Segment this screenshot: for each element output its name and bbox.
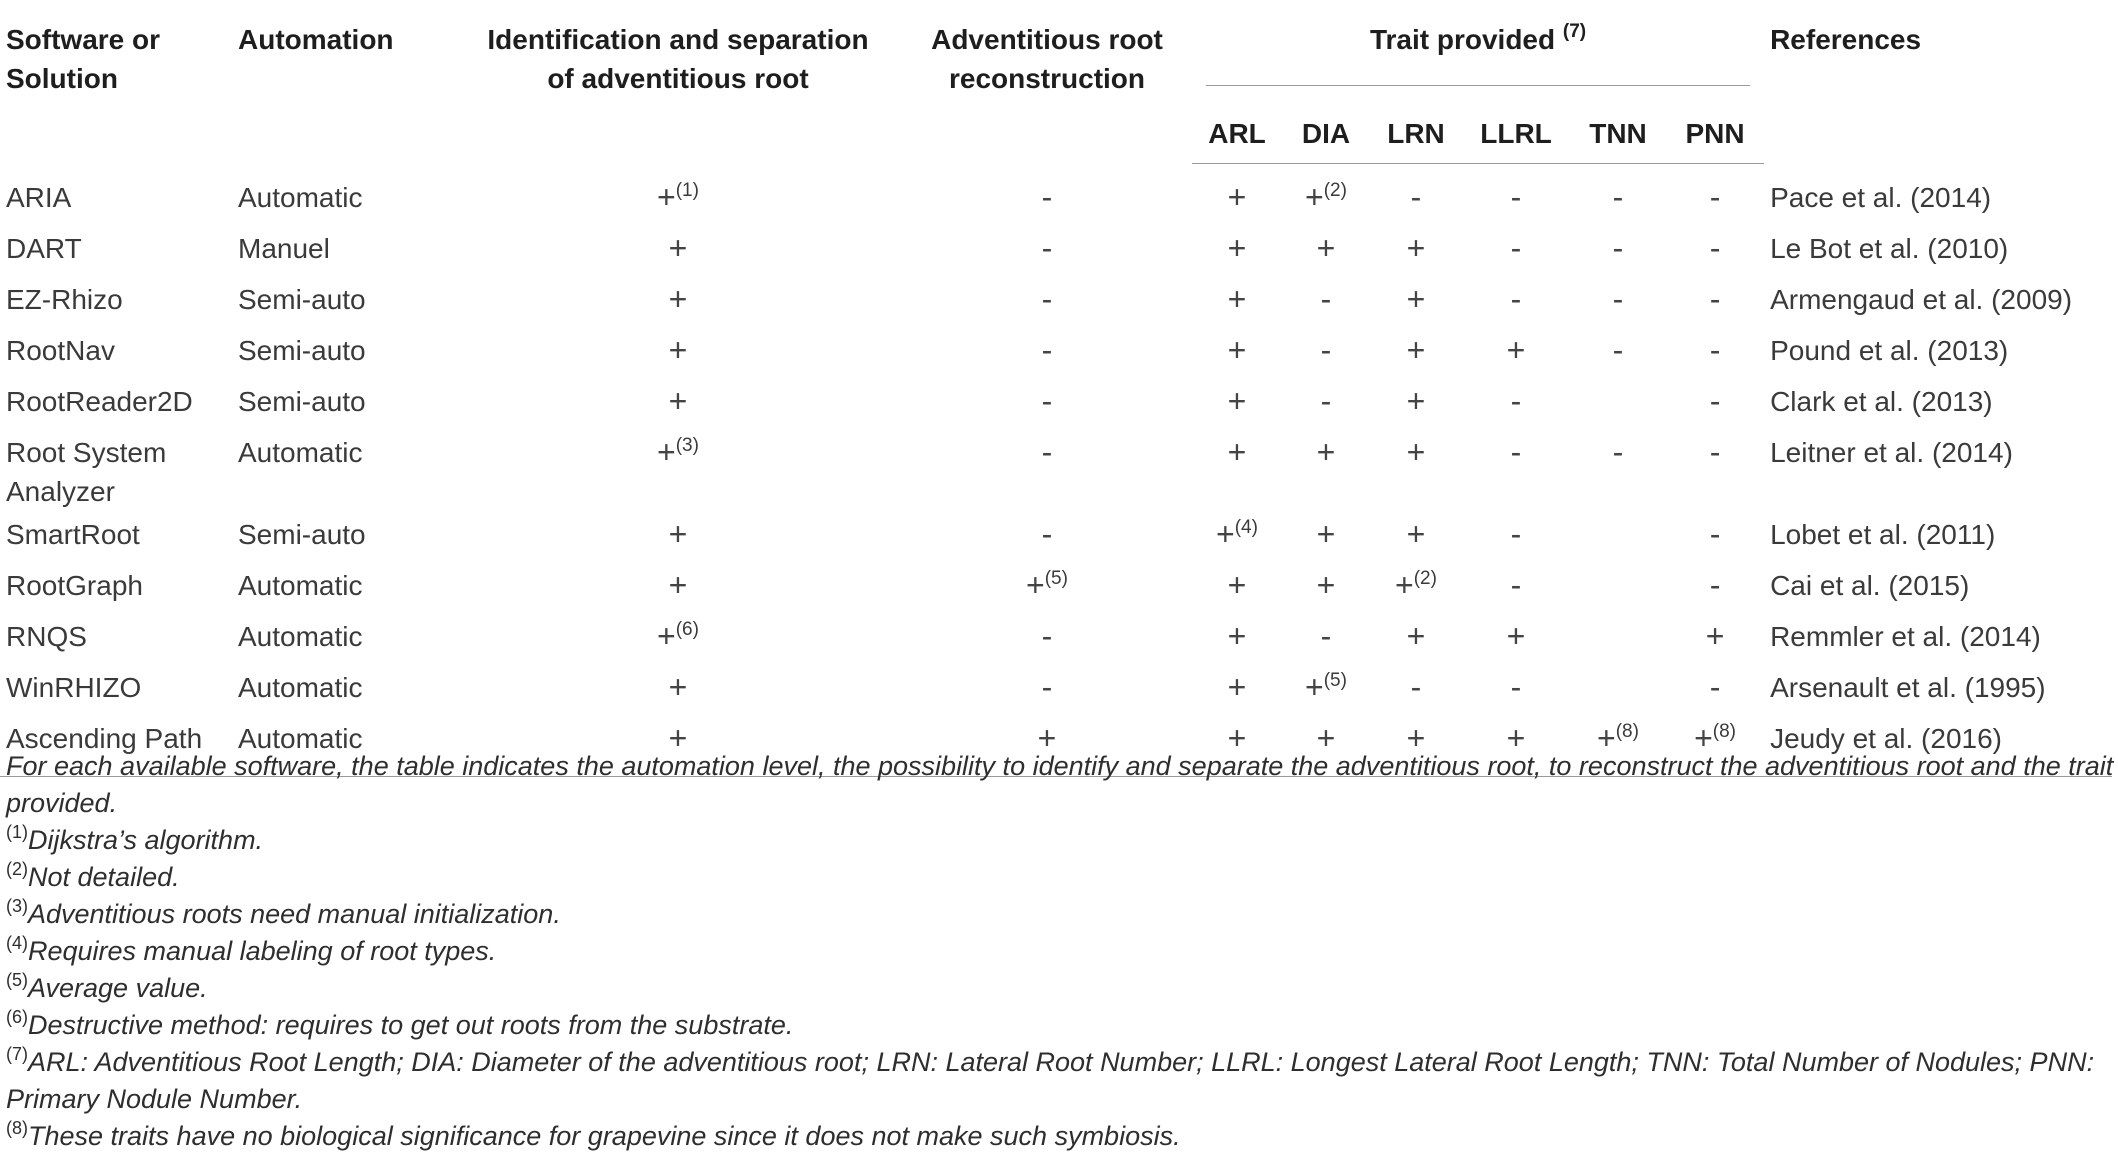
cell-software <box>0 225 232 276</box>
cell-trait-lrn <box>1370 378 1462 429</box>
trait-arl-value: + <box>1227 618 1247 654</box>
cell-reference: Lobet et al. (2011) <box>1770 519 1996 550</box>
identification-value: + <box>668 669 688 705</box>
footnote <box>6 970 2114 1007</box>
footnote-text: Adventitious roots need manual initialization. <box>28 899 561 929</box>
cell-automation: Automatic <box>238 621 363 652</box>
trait-llrl-value: - <box>1510 230 1522 266</box>
cell-automation: Semi-auto <box>238 386 366 417</box>
cell-trait-lrn <box>1370 276 1462 327</box>
cell-trait-dia <box>1282 613 1370 664</box>
cell-automation: Automatic <box>232 715 454 777</box>
cell-software <box>0 164 232 226</box>
software-name: DART <box>6 233 82 264</box>
identification-value: + <box>668 383 688 419</box>
header-trait-group-footnote: (7) <box>1562 21 1587 42</box>
cell-trait-dia <box>1282 276 1370 327</box>
cell-automation: Automatic <box>238 437 363 468</box>
table-row <box>0 562 2112 613</box>
identification-value: + <box>657 178 676 215</box>
header-identification-line1: Identification and separation <box>487 24 869 55</box>
cell-automation: Semi-auto <box>238 284 366 315</box>
cell-automation: Automatic <box>238 570 363 601</box>
header-trait-lrn: LRN <box>1370 86 1462 164</box>
trait-dia-value: - <box>1320 383 1332 419</box>
trait-tnn-value: - <box>1612 281 1624 317</box>
table-caption: For each available software, the table indicates the automation level, the possibility to identify and separate the adventitious root, to reconstruct the adventitious root and the trait provided. <box>6 751 2114 818</box>
software-name: EZ-Rhizo <box>6 284 123 315</box>
footnote-text: These traits have no biological significance for grapevine since it does not make such symbiosis. <box>28 1121 1181 1151</box>
cell-reference: Cai et al. (2015) <box>1770 570 1970 601</box>
header-trait-arl: ARL <box>1192 86 1282 164</box>
trait-llrl-value: - <box>1510 669 1522 705</box>
reconstruction-value: - <box>1041 669 1053 705</box>
footnote <box>6 822 2114 859</box>
header-trait-group-label: Trait provided <box>1369 24 1556 55</box>
cell-reconstruction <box>902 378 1192 429</box>
footnote-mark: (5) <box>6 970 28 990</box>
trait-arl-value: + <box>1227 720 1247 756</box>
cell-trait-lrn <box>1370 511 1462 562</box>
cell-trait-dia <box>1282 378 1370 429</box>
cell-trait-tnn <box>1570 429 1666 511</box>
cell-trait-dia <box>1282 225 1370 276</box>
cell-reconstruction <box>902 511 1192 562</box>
trait-dia-value: - <box>1320 618 1332 654</box>
trait-dia-value: + <box>1316 720 1336 756</box>
trait-dia-value: - <box>1320 281 1332 317</box>
trait-arl-value: + <box>1227 281 1247 317</box>
trait-arl-value: + <box>1227 567 1247 603</box>
cell-trait-dia <box>1282 562 1370 613</box>
trait-dia-footnote: (5) <box>1323 670 1347 691</box>
trait-arl-value: + <box>1227 230 1247 266</box>
cell-trait-lrn <box>1370 429 1462 511</box>
footnote-mark: (3) <box>6 896 28 916</box>
trait-lrn-footnote: (2) <box>1413 568 1437 589</box>
cell-reference: Pound et al. (2013) <box>1770 335 2009 366</box>
cell-identification <box>454 511 902 562</box>
trait-pnn-value: - <box>1709 332 1721 368</box>
cell-software <box>0 429 232 511</box>
identification-footnote: (6) <box>675 619 699 640</box>
identification-value: + <box>668 720 688 756</box>
cell-trait-pnn <box>1666 378 1764 429</box>
trait-tnn-value: - <box>1612 179 1624 215</box>
cell-trait-tnn <box>1570 664 1666 715</box>
trait-tnn-value: - <box>1612 434 1624 470</box>
cell-reconstruction <box>902 225 1192 276</box>
table-row <box>0 664 2112 715</box>
header-trait-dia: DIA <box>1282 86 1370 164</box>
table-row <box>0 327 2112 378</box>
reconstruction-value: + <box>1037 720 1057 756</box>
identification-value: + <box>668 281 688 317</box>
reconstruction-value: + <box>1026 567 1045 603</box>
cell-trait-lrn <box>1370 562 1462 613</box>
footnote-mark: (6) <box>6 1007 28 1027</box>
cell-software <box>0 378 232 429</box>
cell-trait-dia <box>1282 164 1370 226</box>
trait-pnn-value: - <box>1709 516 1721 552</box>
software-name: RNQS <box>6 621 87 652</box>
cell-trait-tnn <box>1570 327 1666 378</box>
trait-lrn-value: - <box>1410 179 1422 215</box>
cell-trait-arl <box>1192 562 1282 613</box>
trait-lrn-value: + <box>1406 383 1426 419</box>
cell-reference: Armengaud et al. (2009) <box>1770 284 2073 315</box>
trait-lrn-value: + <box>1395 567 1414 603</box>
trait-dia-footnote: (2) <box>1323 180 1347 201</box>
software-name: RootReader2D <box>6 386 193 417</box>
cell-trait-arl <box>1192 164 1282 226</box>
cell-identification <box>454 225 902 276</box>
cell-trait-lrn <box>1370 664 1462 715</box>
reconstruction-value: - <box>1041 383 1053 419</box>
cell-trait-dia <box>1282 327 1370 378</box>
header-reconstruction-line1: Adventitious root <box>931 24 1163 55</box>
software-name: ARIA <box>6 181 72 213</box>
reconstruction-value: - <box>1041 230 1053 266</box>
trait-arl-value: + <box>1227 179 1247 215</box>
cell-reference: Leitner et al. (2014) <box>1770 437 2013 468</box>
cell-automation: Automatic <box>238 672 363 703</box>
footnote <box>6 1007 2114 1044</box>
cell-trait-llrl <box>1462 664 1570 715</box>
reconstruction-value: - <box>1041 434 1053 470</box>
cell-trait-llrl <box>1462 429 1570 511</box>
cell-trait-arl <box>1192 378 1282 429</box>
table-row <box>0 276 2112 327</box>
header-software-line2: Solution <box>6 63 118 94</box>
trait-dia-value: + <box>1305 669 1324 705</box>
identification-value: + <box>657 434 676 470</box>
cell-trait-llrl <box>1462 276 1570 327</box>
identification-value: + <box>657 618 676 654</box>
cell-automation: Automatic <box>238 181 363 213</box>
table-body <box>0 164 2112 777</box>
footnote <box>6 1044 2114 1118</box>
header-trait-tnn: TNN <box>1570 86 1666 164</box>
cell-trait-llrl <box>1462 327 1570 378</box>
cell-trait-pnn <box>1666 225 1764 276</box>
cell-trait-pnn <box>1666 276 1764 327</box>
cell-identification <box>454 562 902 613</box>
cell-reference: Le Bot et al. (2010) <box>1770 233 2009 264</box>
trait-llrl-value: + <box>1506 332 1526 368</box>
cell-trait-arl <box>1192 613 1282 664</box>
trait-dia-value: + <box>1316 230 1336 266</box>
cell-trait-lrn <box>1370 613 1462 664</box>
trait-llrl-value: - <box>1510 383 1522 419</box>
trait-lrn-value: + <box>1406 434 1426 470</box>
cell-software <box>0 562 232 613</box>
cell-trait-pnn <box>1666 327 1764 378</box>
header-trait-group <box>1192 8 1764 86</box>
table-row <box>0 225 2112 276</box>
trait-pnn-value: - <box>1709 383 1721 419</box>
reconstruction-footnote: (5) <box>1044 568 1068 589</box>
trait-dia-value: + <box>1316 516 1336 552</box>
cell-trait-arl <box>1192 429 1282 511</box>
cell-trait-llrl <box>1462 225 1570 276</box>
cell-software <box>0 664 232 715</box>
cell-trait-pnn <box>1666 429 1764 511</box>
identification-value: + <box>668 230 688 266</box>
cell-trait-tnn <box>1570 613 1666 664</box>
cell-trait-tnn <box>1570 225 1666 276</box>
cell-reference: Remmler et al. (2014) <box>1770 621 2041 652</box>
footnote <box>6 1118 2114 1155</box>
cell-software <box>0 276 232 327</box>
cell-trait-lrn <box>1370 164 1462 226</box>
software-name: RootGraph <box>6 570 143 601</box>
reconstruction-value: - <box>1041 516 1053 552</box>
cell-identification <box>454 429 902 511</box>
footnote-text: Destructive method: requires to get out roots from the substrate. <box>28 1010 794 1040</box>
trait-pnn-footnote: (8) <box>1712 721 1736 742</box>
header-software-line1: Software or <box>6 24 161 55</box>
trait-tnn-value: - <box>1612 230 1624 266</box>
reconstruction-value: - <box>1041 281 1053 317</box>
cell-trait-tnn <box>1570 562 1666 613</box>
footnote-mark: (7) <box>6 1044 28 1064</box>
cell-automation: Semi-auto <box>238 335 366 366</box>
cell-trait-lrn <box>1370 327 1462 378</box>
cell-trait-llrl <box>1462 562 1570 613</box>
header-trait-llrl: LLRL <box>1462 86 1570 164</box>
cell-trait-pnn <box>1666 164 1764 226</box>
cell-trait-lrn <box>1370 225 1462 276</box>
trait-pnn-value: - <box>1709 669 1721 705</box>
trait-lrn-value: + <box>1406 516 1426 552</box>
software-name: Root System <box>6 437 167 468</box>
cell-trait-llrl <box>1462 613 1570 664</box>
trait-pnn-value: - <box>1709 434 1721 470</box>
cell-reconstruction <box>902 429 1192 511</box>
cell-trait-dia <box>1282 511 1370 562</box>
reconstruction-value: - <box>1041 178 1053 215</box>
trait-dia-value: + <box>1316 434 1336 470</box>
header-reconstruction-line2: reconstruction <box>948 63 1146 94</box>
cell-trait-arl <box>1192 664 1282 715</box>
cell-trait-llrl <box>1462 378 1570 429</box>
cell-identification <box>454 327 902 378</box>
trait-lrn-value: + <box>1406 618 1426 654</box>
cell-trait-arl <box>1192 511 1282 562</box>
trait-group-underline <box>1206 85 1750 86</box>
header-row <box>0 8 2112 86</box>
cell-trait-llrl <box>1462 511 1570 562</box>
trait-tnn-value: + <box>1597 720 1616 756</box>
footnote-mark: (1) <box>6 822 28 842</box>
reconstruction-value: - <box>1041 332 1053 368</box>
cell-trait-tnn <box>1570 276 1666 327</box>
footnote <box>6 933 2114 970</box>
table-row <box>0 429 2112 511</box>
cell-reference: Pace et al. (2014) <box>1770 181 1992 213</box>
trait-pnn-value: + <box>1694 720 1713 756</box>
footnote-text: Requires manual labeling of root types. <box>28 936 497 966</box>
cell-automation: Semi-auto <box>238 519 366 550</box>
identification-value: + <box>668 332 688 368</box>
footnote <box>6 859 2114 896</box>
cell-reconstruction <box>902 664 1192 715</box>
cell-trait-arl <box>1192 225 1282 276</box>
trait-tnn-footnote: (8) <box>1615 721 1639 742</box>
footnote-text: Average value. <box>28 973 208 1003</box>
software-name: WinRHIZO <box>6 672 142 703</box>
cell-software <box>0 511 232 562</box>
cell-trait-tnn <box>1570 511 1666 562</box>
header-identification <box>454 8 902 164</box>
table-row <box>0 164 2112 226</box>
trait-lrn-value: + <box>1406 281 1426 317</box>
trait-llrl-value: + <box>1506 618 1526 654</box>
cell-trait-arl <box>1192 276 1282 327</box>
table-row <box>0 378 2112 429</box>
trait-arl-value: + <box>1227 434 1247 470</box>
software-name-line2: Analyzer <box>6 476 115 507</box>
software-name: RootNav <box>6 335 115 366</box>
identification-value: + <box>668 516 688 552</box>
trait-llrl-value: - <box>1510 281 1522 317</box>
trait-pnn-value: - <box>1709 230 1721 266</box>
cell-software <box>0 613 232 664</box>
header-automation: Automation <box>238 24 394 55</box>
trait-arl-value: + <box>1227 383 1247 419</box>
cell-automation: Manuel <box>238 233 330 264</box>
identification-footnote: (3) <box>675 435 699 456</box>
footnote-mark: (2) <box>6 859 28 879</box>
footnote-text: ARL: Adventitious Root Length; DIA: Diameter of the adventitious root; LRN: Lateral Root Number; LLRL: Longest Lateral Root Length; TNN: Total Number of Nodules; PNN: Primary Nodule Number. <box>6 1047 2095 1114</box>
trait-pnn-value: - <box>1709 281 1721 317</box>
cell-trait-pnn <box>1666 664 1764 715</box>
header-trait-pnn: PNN <box>1666 86 1764 164</box>
table-row <box>0 511 2112 562</box>
trait-tnn-value: - <box>1612 332 1624 368</box>
trait-llrl-value: - <box>1510 567 1522 603</box>
cell-trait-llrl <box>1462 164 1570 226</box>
footnote <box>6 896 2114 933</box>
cell-identification <box>454 276 902 327</box>
software-name: Ascending Path <box>6 723 203 754</box>
cell-reference: Arsenault et al. (1995) <box>1770 672 2046 703</box>
cell-reference: Jeudy et al. (2016) <box>1764 715 2112 777</box>
trait-llrl-value: + <box>1506 720 1526 756</box>
cell-software <box>0 327 232 378</box>
header-software <box>0 8 232 164</box>
footnote-mark: (8) <box>6 1118 28 1138</box>
trait-arl-value: + <box>1227 669 1247 705</box>
cell-reconstruction <box>902 276 1192 327</box>
cell-reconstruction <box>902 327 1192 378</box>
trait-arl-footnote: (4) <box>1234 517 1258 538</box>
trait-pnn-value: - <box>1709 179 1721 215</box>
trait-dia-value: + <box>1316 567 1336 603</box>
cell-trait-dia <box>1282 429 1370 511</box>
cell-reconstruction <box>902 613 1192 664</box>
software-comparison-table <box>0 8 2112 777</box>
trait-lrn-value: + <box>1406 332 1426 368</box>
trait-arl-value: + <box>1227 332 1247 368</box>
footnote-text: Dijkstra’s algorithm. <box>28 825 264 855</box>
header-identification-line2: of adventitious root <box>547 63 809 94</box>
header-references: References <box>1770 24 1922 55</box>
trait-lrn-value: + <box>1406 230 1426 266</box>
trait-llrl-value: - <box>1510 179 1522 215</box>
cell-identification <box>454 613 902 664</box>
table-notes <box>6 748 2114 1155</box>
cell-identification <box>454 164 902 226</box>
software-name: SmartRoot <box>6 519 140 550</box>
cell-identification <box>454 664 902 715</box>
reconstruction-value: - <box>1041 618 1053 654</box>
cell-trait-arl <box>1192 327 1282 378</box>
trait-lrn-value: - <box>1410 669 1422 705</box>
cell-trait-pnn <box>1666 613 1764 664</box>
cell-trait-pnn <box>1666 562 1764 613</box>
trait-pnn-value: - <box>1709 567 1721 603</box>
trait-dia-value: - <box>1320 332 1332 368</box>
trait-arl-value: + <box>1216 516 1235 552</box>
cell-trait-tnn <box>1570 378 1666 429</box>
cell-reconstruction <box>902 164 1192 226</box>
trait-llrl-value: - <box>1510 434 1522 470</box>
trait-dia-value: + <box>1305 179 1324 215</box>
trait-llrl-value: - <box>1510 516 1522 552</box>
identification-value: + <box>668 567 688 603</box>
footnote-mark: (4) <box>6 933 28 953</box>
table-row <box>0 613 2112 664</box>
cell-identification <box>454 378 902 429</box>
cell-reference: Clark et al. (2013) <box>1770 386 1993 417</box>
trait-pnn-value: + <box>1705 618 1725 654</box>
identification-footnote: (1) <box>675 179 699 201</box>
cell-trait-pnn <box>1666 511 1764 562</box>
header-reconstruction <box>902 8 1192 164</box>
cell-reconstruction <box>902 562 1192 613</box>
cell-trait-dia <box>1282 664 1370 715</box>
trait-lrn-value: + <box>1406 720 1426 756</box>
footnote-text: Not detailed. <box>28 862 180 892</box>
cell-trait-tnn <box>1570 164 1666 226</box>
